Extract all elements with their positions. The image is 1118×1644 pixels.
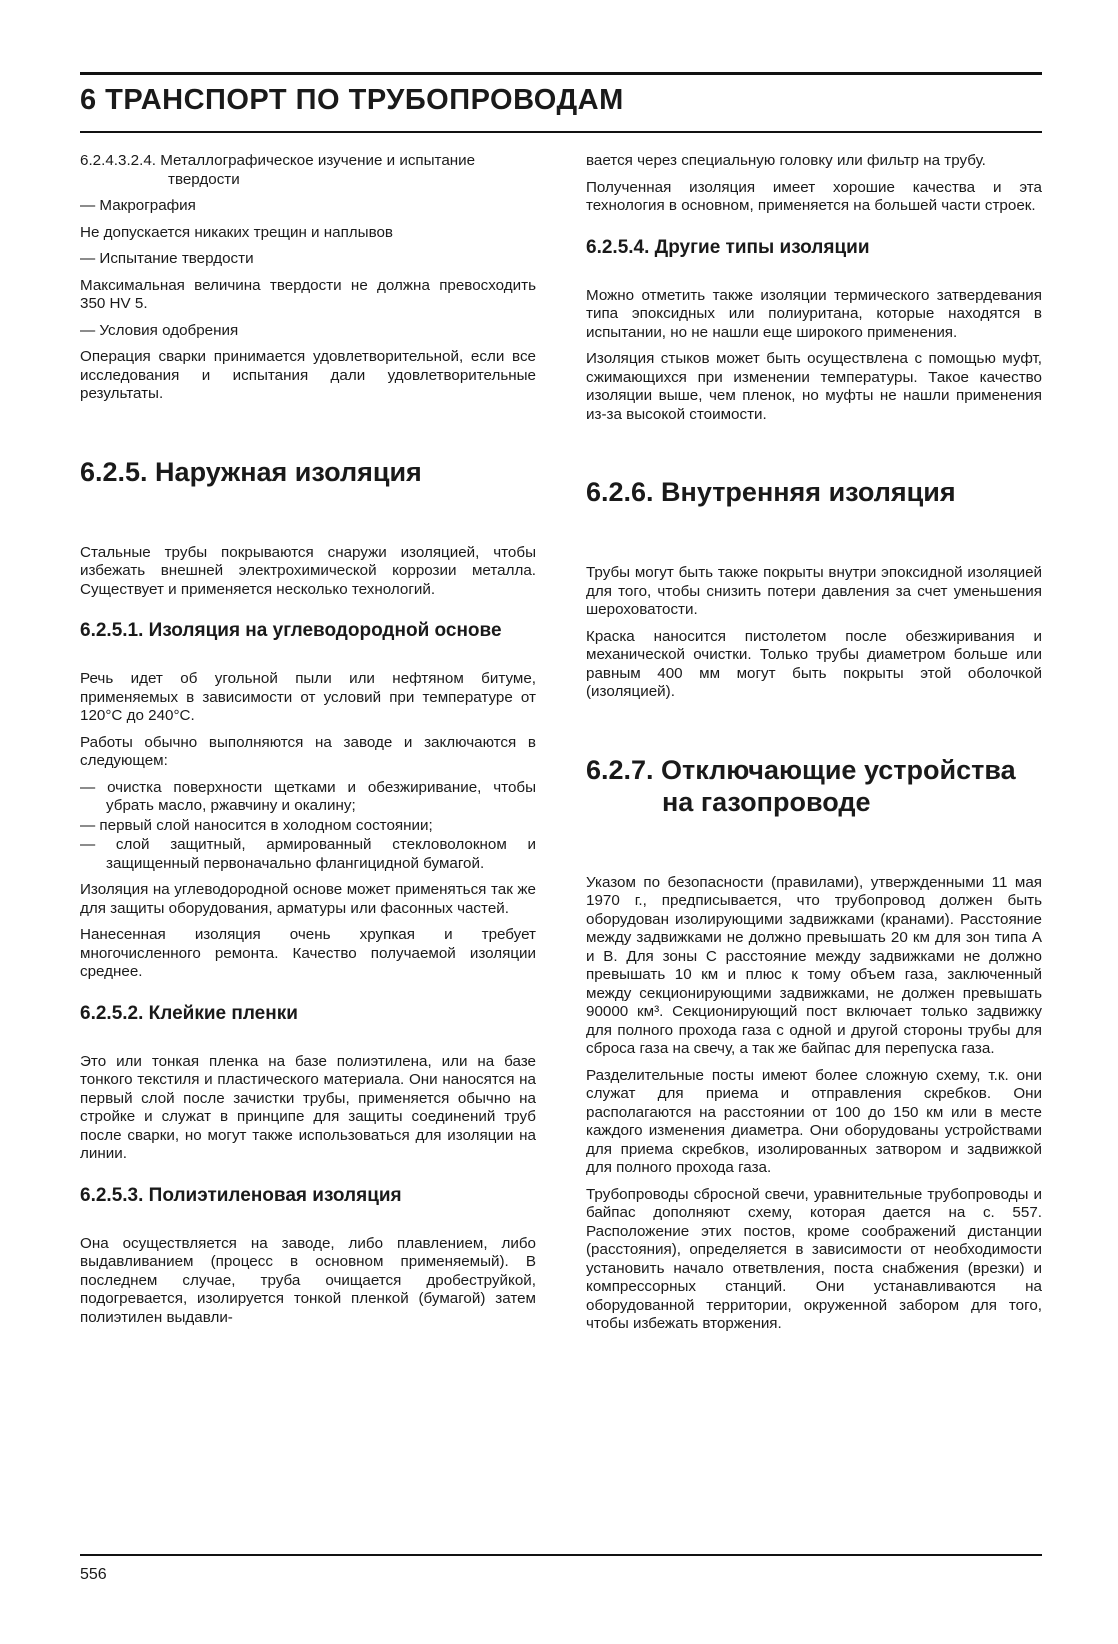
page-number: 556 [80, 1566, 107, 1583]
section-6-2-5-4-paragraph-1: Можно отметить также изоляции термического затвердевания типа эпоксидных или полиуритана, которые находятся в испытании, но не нашли еще широкого применения. [586, 286, 1042, 341]
hardness-label: — Испытание твердости [80, 250, 254, 267]
chapter-title: 6 ТРАНСПОРТ ПО ТРУБОПРОВОДАМ [80, 84, 624, 116]
approval-label: — Условия одобрения [80, 321, 239, 339]
subsection-number: 6.2.4.3.2.4. [80, 152, 156, 169]
section-heading-6-2-5: 6.2.5. Наружная изоляция [80, 456, 422, 487]
subsection-6-2-4-3-2-4-title [80, 152, 536, 189]
section-heading-6-2-6: 6.2.6. Внутренняя изоляция [586, 477, 956, 507]
section-6-2-5-1-paragraph-1: Речь идет об угольной пыли или нефтяном битуме, применяемых в зависимости от условий при температуре от 120°С до 240°С. [80, 670, 536, 724]
header-bottom-rule [80, 131, 1042, 133]
section-6-2-7-paragraph-3: Трубопроводы сбросной свечи, уравнительные трубопроводы и байпас дополняют схему, которая дается на с. 557. Расположение этих постов, кроме соображений дистанции (расстояния), определяется в зависимости от необходимости установить начало ответвления, поста снабжения (врезки) и компрессорных станций. Они устанавливаются на оборудованной территории, окруженной забором для того, чтобы избежать вторжения. [586, 1185, 1042, 1332]
approval-text: Операция сварки принимается удовлетворительной, если все исследования и испытания дали удовлетворительные результаты. [80, 348, 536, 402]
section-6-2-5-2-paragraph: Это или тонкая пленка на базе полиэтилена, или на базе тонкого текстиля и пластического материала. Они наносятся на первый слой после зачистки трубы, применяется обычно на стройке и служат в принципе для защиты соединений труб после сварки, но могут также использоваться для изоляции на линии. [80, 1052, 536, 1162]
section-heading-6-2-5-1: 6.2.5.1. Изоляция на углеводородной основе [80, 620, 502, 641]
section-heading-6-2-7: 6.2.7. Отключающие устройства на газопроводе [586, 754, 1016, 817]
section-6-2-6-paragraph-2: Краска наносится пистолетом после обезжиривания и механической очистки. Только трубы диаметром больше или равным 400 мм могут быть покрыты этой оболочкой (изоляцией). [586, 627, 1042, 700]
footer-rule [80, 1554, 1042, 1556]
subsection-title: Металлографическое изучение и испытание твердости [160, 152, 476, 188]
macro-text: Не допускается никаких трещин и наплывов [80, 223, 393, 241]
left-column [80, 152, 536, 1335]
list-item: — первый слой наносится в холодном состоянии; [80, 816, 433, 834]
section-6-2-5-4-paragraph-2: Изоляция стыков может быть осуществлена с помощью муфт, сжимающихся при изменении температуры. Такое качество изоляции выше, чем пленок, но муфты не нашли применения из-за высокой стоимости. [586, 350, 1042, 423]
section-heading-6-2-5-2: 6.2.5.2. Клейкие пленки [80, 1002, 298, 1024]
section-heading-6-2-5-4: 6.2.5.4. Другие типы изоляции [586, 236, 870, 258]
right-column [586, 152, 1042, 1342]
hardness-text: Максимальная величина твердости не должна превосходить 350 HV 5. [80, 276, 536, 312]
section-6-2-6-paragraph-1: Трубы могут быть также покрыты внутри эпоксидной изоляцией для того, чтобы снизить потери давления за счет уменьшения шероховатости. [586, 564, 1042, 618]
list-item: — очистка поверхности щетками и обезжиривание, чтобы убрать масло, ржавчину и окалину; [80, 778, 536, 814]
section-6-2-7-paragraph-2: Разделительные посты имеют более сложную схему, т.к. они служат для приема и отправления скребков. Они располагаются на расстоянии от 100 до 150 км или в месте каждого изменения диаметра. Они оборудованы устройствами для приема скребков, изолированных затвором и задвижкой для полного прохода газа. [586, 1066, 1042, 1176]
section-6-2-5-paragraph: Стальные трубы покрываются снаружи изоляцией, чтобы избежать внешней электрохимической коррозии металла. Существует и применяется несколько технологий. [80, 543, 536, 598]
section-heading-6-2-5-3: 6.2.5.3. Полиэтиленовая изоляция [80, 1184, 402, 1206]
macro-label: — Макрография [80, 197, 196, 214]
list-item: — слой защитный, армированный стекловолокном и защищенный первоначально флангицидной бумагой. [80, 836, 536, 872]
section-6-2-5-1-paragraph-4: Нанесенная изоляция очень хрупкая и требует многочисленного ремонта. Качество получаемой изоляции среднее. [80, 926, 536, 980]
cleaning-steps-list [80, 779, 536, 874]
section-6-2-7-paragraph-1: Указом по безопасности (правилами), утвержденными 11 мая 1970 г., предписывается, что трубопровод должен быть оборудован изолирующими задвижками (кранами). Расстояние между задвижками не должно превышать 20 км для зон типа А и В. Для зоны С расстояние между задвижками не должно превышать 10 км и плюс к тому объем газа, заключенный между секционирующими задвижками, не должен превышать 90000 км³. Секционирующий пост включает только задвижку для полного прохода газа с одной и другой стороны трубы для сброса газа на свечу, а так же байпас для перепуска газа. [586, 873, 1042, 1057]
section-6-2-5-1-paragraph-2: Работы обычно выполняются на заводе и заключаются в следующем: [80, 733, 536, 769]
continued-paragraph-2: Полученная изоляция имеет хорошие качества и эта технология в основном, применяется на большей части строек. [586, 178, 1042, 214]
section-6-2-5-1-paragraph-3: Изоляция на углеводородной основе может применяться так же для защиты оборудования, арматуры или фасонных частей. [80, 881, 536, 917]
continued-paragraph-1: вается через специальную головку или фильтр на трубу. [586, 152, 986, 169]
header-top-rule [80, 72, 1042, 75]
section-6-2-5-3-paragraph: Она осуществляется на заводе, либо плавлением, либо выдавливанием (процесс в основном применяемый). В последнем случае, труба очищается дробеструйкой, подогревается, изолируется тонкой пленкой (бумагой) затем полиэтилен выдавли- [80, 1234, 536, 1326]
